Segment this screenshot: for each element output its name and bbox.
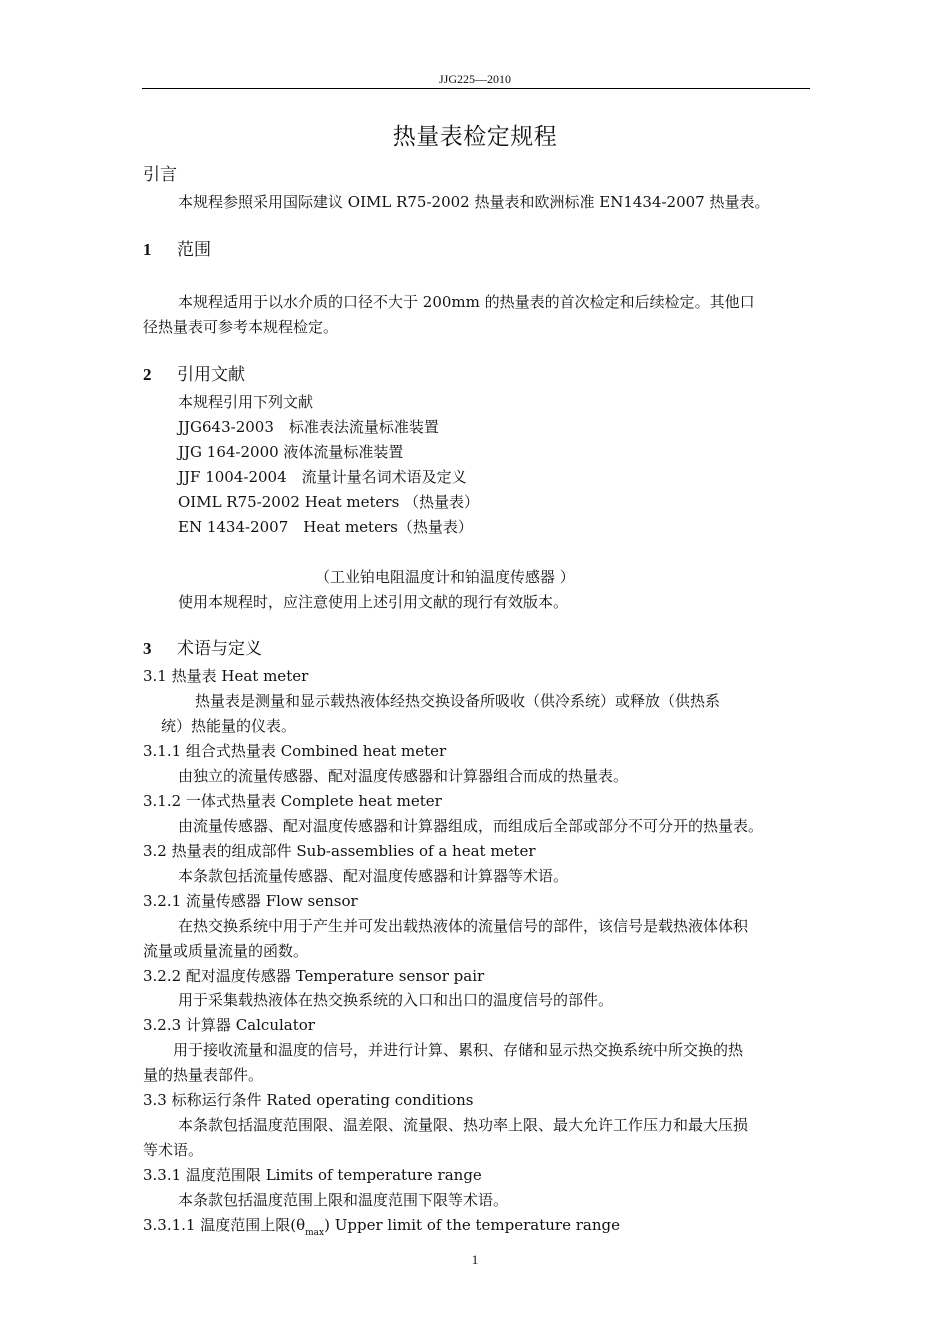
reference-item: EN 1434-2007 Heat meters（热量表） — [178, 518, 473, 536]
term-definition: 在热交换系统中用于产生并可发出载热液体的流量信号的部件，该信号是载热液体体积 — [178, 917, 749, 935]
term-heading-part: ) Upper limit of the temperature range — [324, 1216, 620, 1234]
section-2-intro: 本规程引用下列文献 — [178, 393, 314, 411]
intro-heading: 引言 — [143, 165, 177, 185]
term-definition: 流量或质量流量的函数。 — [143, 942, 309, 960]
reference-item: JJG643-2003 标准表法流量标准装置 — [178, 418, 439, 436]
term-definition: 本条款包括温度范围限、温差限、流量限、热功率上限、最大允许工作压力和最大压损 — [178, 1116, 749, 1134]
term-heading: 3.2.2 配对温度传感器 Temperature sensor pair — [143, 967, 485, 985]
reference-item: JJG 164-2000 液体流量标准装置 — [178, 443, 404, 461]
term-definition: 用于接收流量和温度的信号，并进行计算、累积、存储和显示热交换系统中所交换的热 — [173, 1041, 744, 1059]
reference-extra: （工业铂电阻温度计和铂温度传感器 ） — [315, 568, 575, 586]
section-1-text-line-1: 本规程适用于以水介质的口径不大于 200mm 的热量表的首次检定和后续检定。其他口 — [178, 293, 755, 311]
section-1-title: 范围 — [177, 240, 211, 260]
term-definition: 用于采集载热液体在热交换系统的入口和出口的温度信号的部件。 — [178, 991, 614, 1009]
header-rule — [142, 88, 810, 89]
reference-item: OIML R75-2002 Heat meters （热量表） — [178, 493, 480, 511]
page-title: 热量表检定规程 — [392, 124, 558, 150]
section-2-note: 使用本规程时，应注意使用上述引用文献的现行有效版本。 — [178, 593, 569, 611]
term-heading: 3.1 热量表 Heat meter — [143, 667, 309, 685]
term-heading: 3.1.2 一体式热量表 Complete heat meter — [143, 792, 442, 810]
section-3-number: 3 — [143, 639, 152, 658]
term-heading: 3.2.1 流量传感器 Flow sensor — [143, 892, 358, 910]
theta-max-subscript: max — [305, 1228, 325, 1238]
intro-text: 本规程参照采用国际建议 OIML R75-2002 热量表和欧洲标准 EN1434-2007 热量表。 — [178, 193, 770, 211]
term-heading: 3.3.1 温度范围限 Limits of temperature range — [143, 1166, 482, 1184]
term-heading: 3.2.3 计算器 Calculator — [143, 1016, 315, 1034]
section-2-title: 引用文献 — [177, 365, 245, 385]
section-1-number: 1 — [143, 240, 152, 259]
reference-item: JJF 1004-2004 流量计量名词术语及定义 — [178, 468, 467, 486]
term-definition: 本条款包括流量传感器、配对温度传感器和计算器等术语。 — [178, 867, 569, 885]
section-2-heading — [143, 364, 245, 386]
term-definition: 热量表是测量和显示载热液体经热交换设备所吸收（供冷系统）或释放（供热系 — [195, 692, 721, 710]
page-number: 1 — [471, 1252, 479, 1267]
section-3-heading — [143, 638, 262, 660]
term-definition: 由独立的流量传感器、配对温度传感器和计算器组合而成的热量表。 — [178, 767, 629, 785]
term-heading — [143, 1215, 620, 1243]
term-heading: 3.3 标称运行条件 Rated operating conditions — [143, 1091, 474, 1109]
term-definition: 量的热量表部件。 — [143, 1066, 264, 1084]
term-definition: 本条款包括温度范围上限和温度范围下限等术语。 — [178, 1191, 509, 1209]
term-definition: 等术语。 — [143, 1141, 204, 1159]
term-heading-part: 3.3.1.1 温度范围上限(θ — [143, 1216, 306, 1234]
term-definition: 由流量传感器、配对温度传感器和计算器组成，而组成后全部或部分不可分开的热量表。 — [178, 817, 764, 835]
section-1-heading — [143, 239, 211, 261]
term-heading: 3.2 热量表的组成部件 Sub-assemblies of a heat meter — [143, 842, 536, 860]
section-3-title: 术语与定义 — [177, 639, 262, 659]
section-1-text-line-2: 径热量表可参考本规程检定。 — [143, 318, 339, 336]
section-2-number: 2 — [143, 365, 152, 384]
term-heading: 3.1.1 组合式热量表 Combined heat meter — [143, 742, 447, 760]
term-definition: 统）热能量的仪表。 — [161, 717, 297, 735]
page-header: JJG225—2010 — [438, 72, 511, 86]
